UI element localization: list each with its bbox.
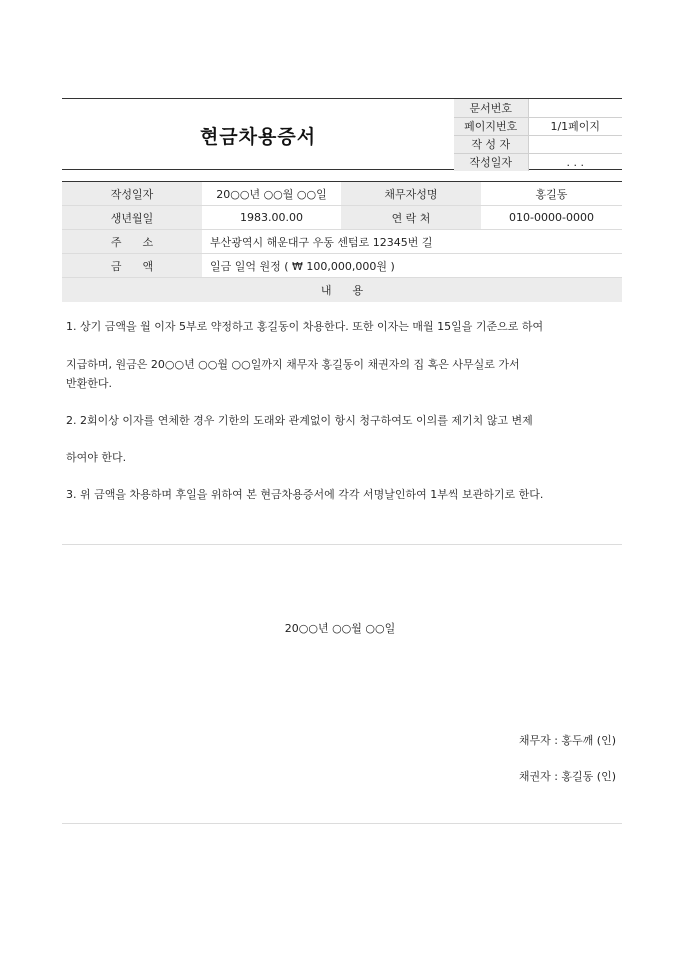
birth-value: 1983.00.00 (202, 206, 341, 230)
document-title: 현금차용증서 (199, 125, 317, 148)
clause-3-line-1: 3. 위 금액을 차용하며 후일을 위하여 본 현금차용증서에 각각 서명날인하여 1부씩 보관하기로 한다. (66, 488, 544, 501)
contact-value: 010-0000-0000 (481, 206, 622, 230)
content-label: 내 용 (62, 278, 622, 302)
meta-row (454, 99, 622, 117)
meta-row (454, 117, 622, 135)
birth-label: 생년월일 (62, 206, 202, 230)
meta-value (528, 99, 622, 117)
meta-value (528, 135, 622, 153)
divider (62, 544, 622, 545)
debtor-signature: 채무자 : 홍두깨 (인) (518, 734, 616, 747)
amount-value: 일금 일억 원정 ( ₩ 100,000,000원 ) (202, 254, 622, 278)
meta-row (454, 135, 622, 153)
amount-label: 금 액 (62, 254, 202, 278)
clause-1-line-1: 1. 상기 금액을 월 이자 5부로 약정하고 홍길동이 차용한다. 또한 이자는 매월 15일을 기준으로 하여 (66, 320, 544, 333)
info-row (62, 206, 622, 230)
written-date-label: 작성일자 (62, 182, 202, 206)
divider (62, 823, 622, 824)
meta-label: 작성일자 (454, 153, 528, 171)
contact-label: 연 락 처 (341, 206, 481, 230)
written-date-value: 20○○년 ○○월 ○○일 (202, 182, 341, 206)
meta-row (454, 153, 622, 171)
document-header (62, 98, 622, 170)
meta-label: 문서번호 (454, 99, 528, 117)
clause-1-line-2: 지급하며, 원금은 20○○년 ○○월 ○○일까지 채무자 홍길동이 채권자의 집 혹은 사무실로 가서 (66, 358, 520, 371)
info-table (62, 181, 622, 302)
meta-value: 1/1페이지 (528, 117, 622, 135)
info-row (62, 230, 622, 254)
clause-2-line-2: 하여야 한다. (66, 451, 127, 464)
debtor-name-label: 채무자성명 (341, 182, 481, 206)
document-meta-table (454, 99, 622, 171)
address-value: 부산광역시 해운대구 우동 센텀로 12345번 길 (202, 230, 622, 254)
clause-1-line-3: 반환한다. (66, 377, 113, 390)
content-section-header (62, 278, 622, 302)
info-row (62, 254, 622, 278)
address-label: 주 소 (62, 230, 202, 254)
contract-date: 20○○년 ○○월 ○○일 (284, 622, 396, 635)
creditor-signature: 채권자 : 홍길동 (인) (518, 770, 616, 783)
meta-label: 작 성 자 (454, 135, 528, 153)
meta-label: 페이지번호 (454, 117, 528, 135)
clause-2-line-1: 2. 2회이상 이자를 연체한 경우 기한의 도래와 관계없이 항시 청구하여도 이의를 제기치 않고 변제 (66, 414, 533, 427)
debtor-name-value: 홍길동 (481, 182, 622, 206)
meta-value: . . . (566, 155, 584, 169)
info-row (62, 182, 622, 206)
